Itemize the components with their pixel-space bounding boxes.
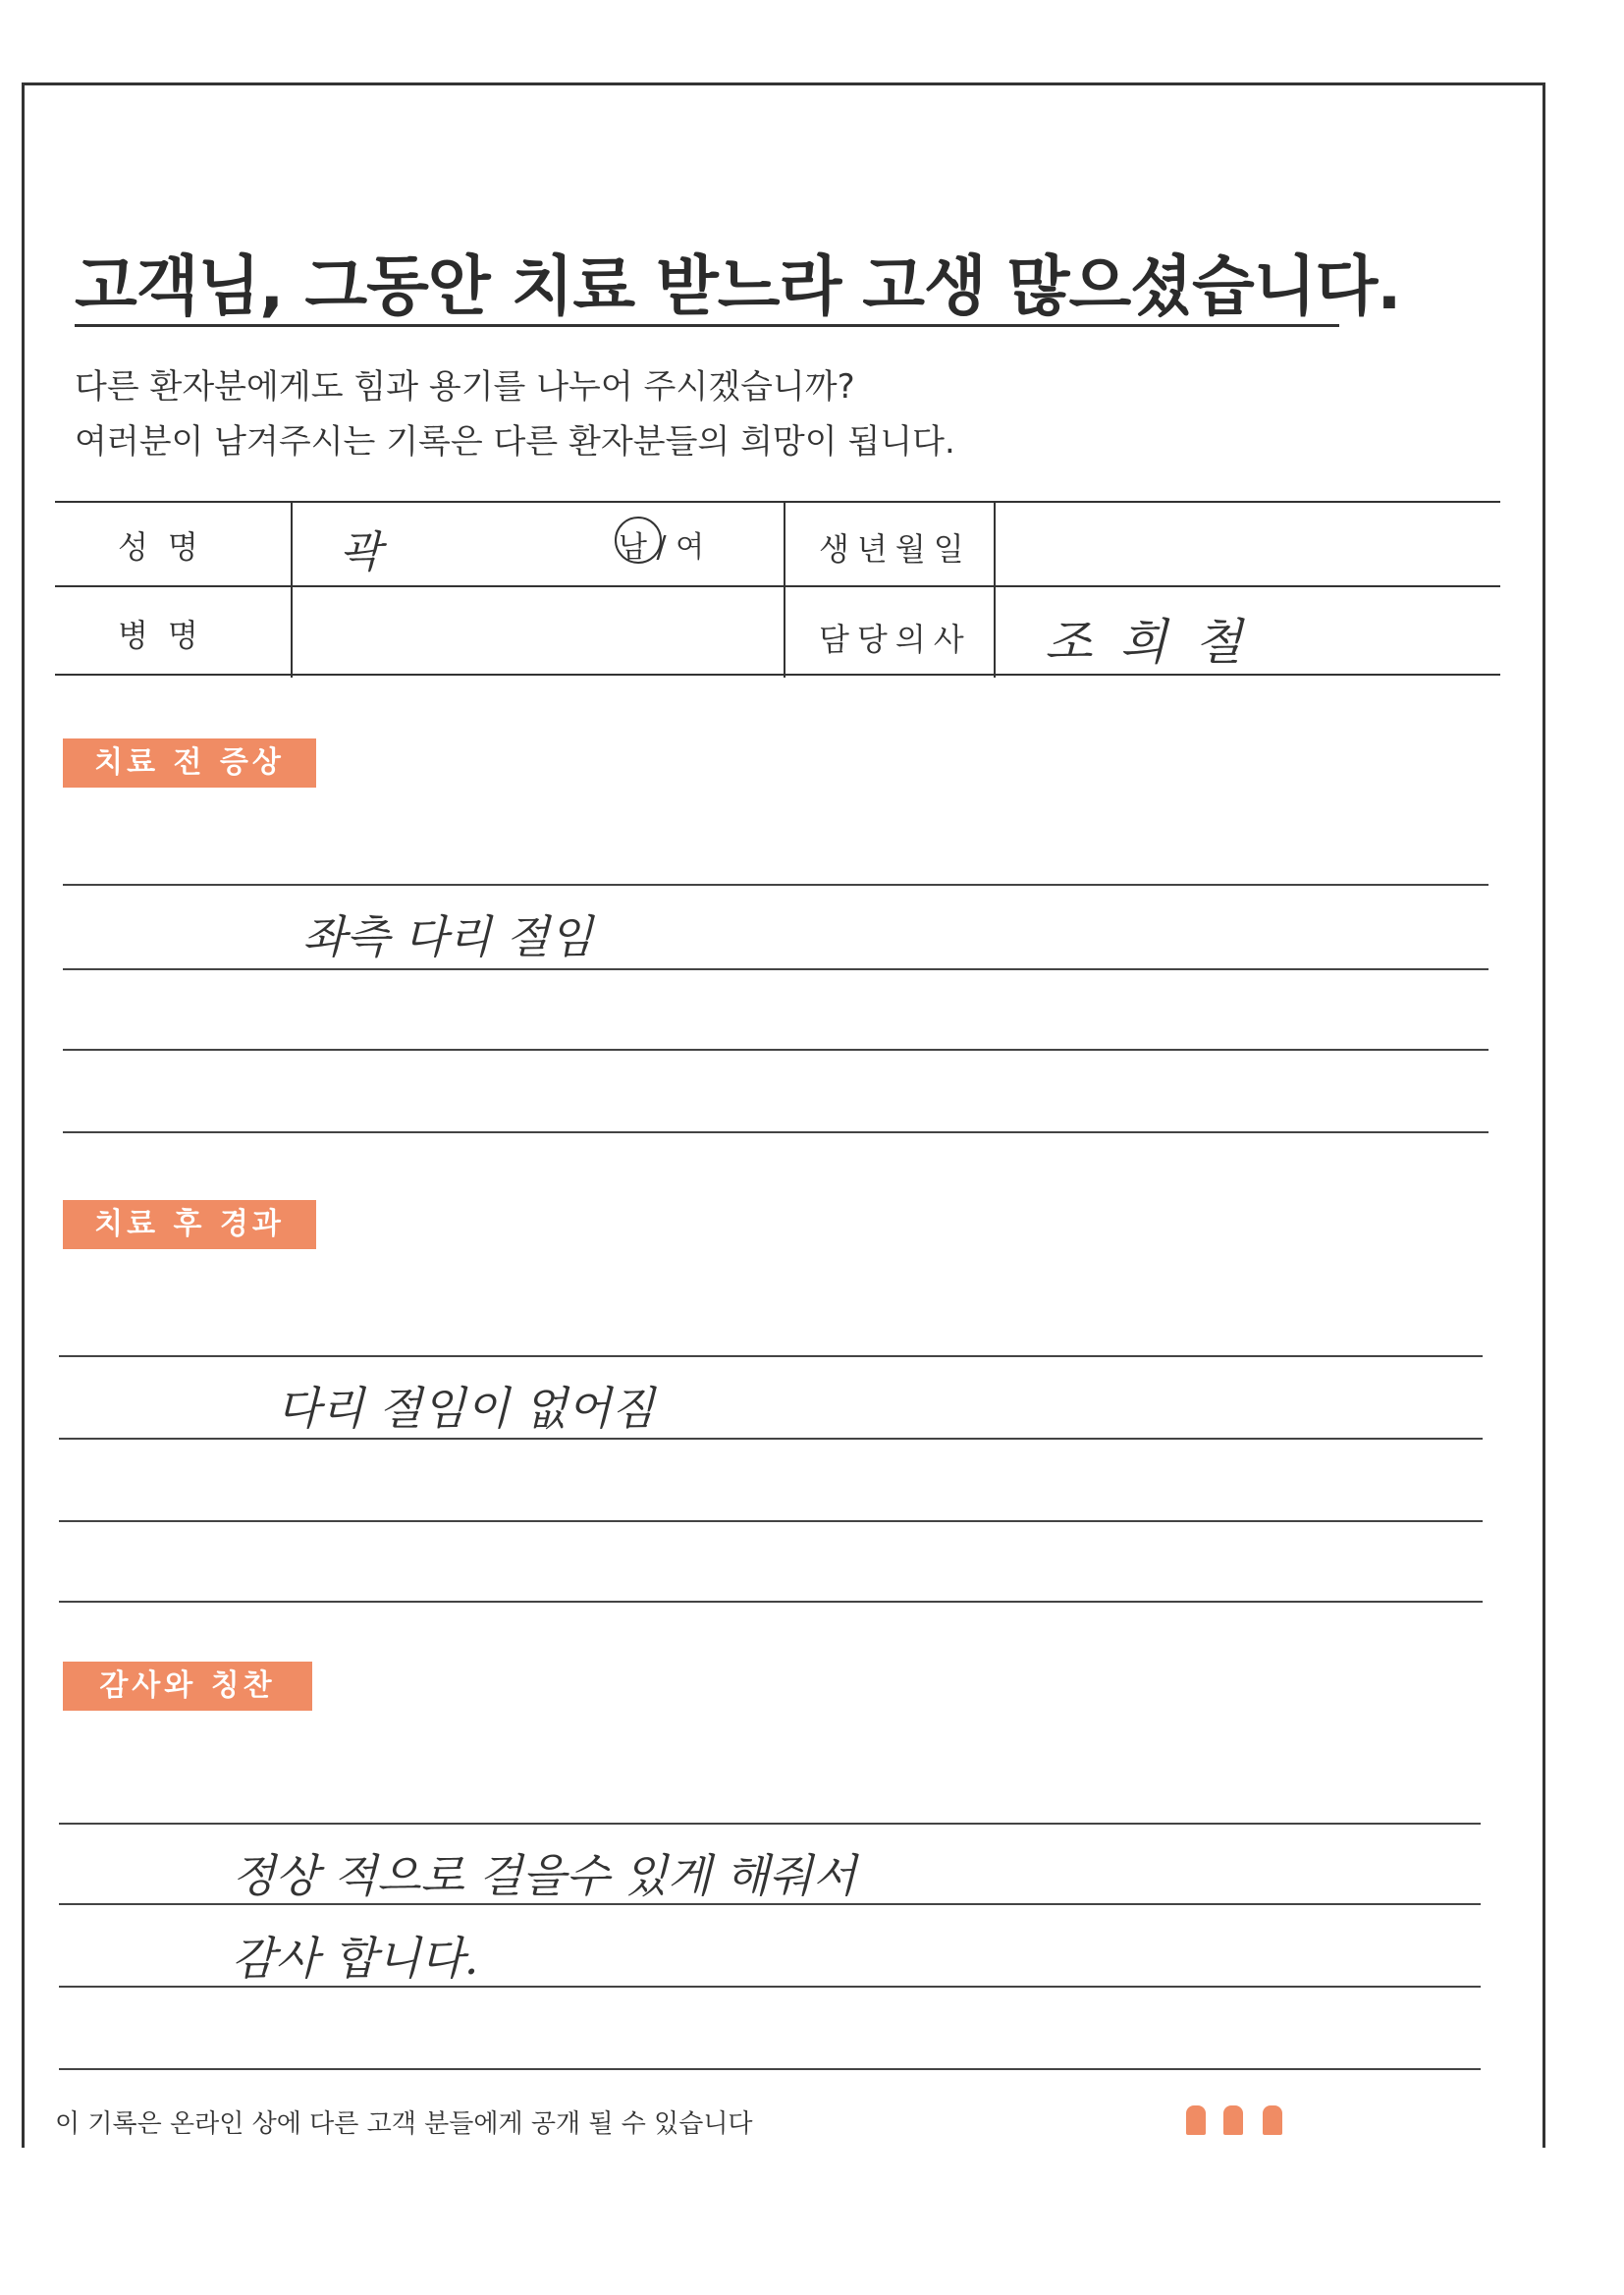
writing-line [63, 968, 1489, 970]
decorative-dot [1263, 2105, 1282, 2135]
table-divider [994, 501, 996, 678]
table-line [55, 501, 1500, 503]
writing-line [63, 1131, 1489, 1133]
before-symptoms-text-1[interactable]: 좌측 다리 절임 [302, 910, 593, 963]
patient-info-table [55, 501, 1500, 678]
intro-line-2: 여러분이 남겨주시는 기록은 다른 환자분들의 희망이 됩니다. [75, 422, 955, 462]
writing-line [59, 1823, 1481, 1825]
doctor-value[interactable]: 조희철 [1045, 614, 1270, 671]
footer-disclosure-note: 이 기록은 온라인 상에 다른 고객 분들에게 공개 될 수 있습니다 [55, 2109, 753, 2139]
after-results-text-1[interactable]: 다리 절임이 없어짐 [277, 1382, 655, 1435]
table-divider [784, 501, 785, 678]
writing-line [59, 1520, 1483, 1522]
writing-line [59, 1438, 1483, 1440]
writing-line [59, 2068, 1481, 2070]
writing-line [63, 1049, 1489, 1051]
writing-line [59, 1601, 1483, 1603]
decorative-dot [1223, 2105, 1243, 2135]
writing-line [63, 884, 1489, 886]
section-tag-before-symptoms: 치료 전 증상 [63, 738, 316, 788]
title-underline [75, 324, 1339, 327]
gender-options[interactable]: 남 / 여 [619, 530, 705, 565]
page-title: 고객님, 그동안 치료 받느라 고생 많으셨습니다. [75, 248, 1401, 324]
name-value[interactable]: 곽 [340, 527, 382, 577]
table-line [55, 585, 1500, 587]
table-line [55, 674, 1500, 676]
thanks-text-1[interactable]: 정상 적으로 걸을수 있게 해줘서 [232, 1849, 857, 1902]
table-divider [291, 501, 293, 678]
writing-line [59, 1355, 1483, 1357]
section-tag-thanks: 감사와 칭찬 [63, 1662, 312, 1711]
name-label: 성명 [118, 528, 218, 566]
decorative-dot [1186, 2105, 1206, 2135]
gender-selected-circle [615, 517, 662, 564]
section-tag-after-results: 치료 후 경과 [63, 1200, 316, 1249]
intro-line-1: 다른 환자분에게도 힘과 용기를 나누어 주시겠습니까? [75, 367, 855, 407]
disease-label: 병명 [118, 617, 218, 654]
doctor-label: 담당의사 [819, 621, 972, 658]
birth-date-label: 생년월일 [819, 530, 972, 568]
thanks-text-2[interactable]: 감사 합니다. [232, 1932, 479, 1985]
